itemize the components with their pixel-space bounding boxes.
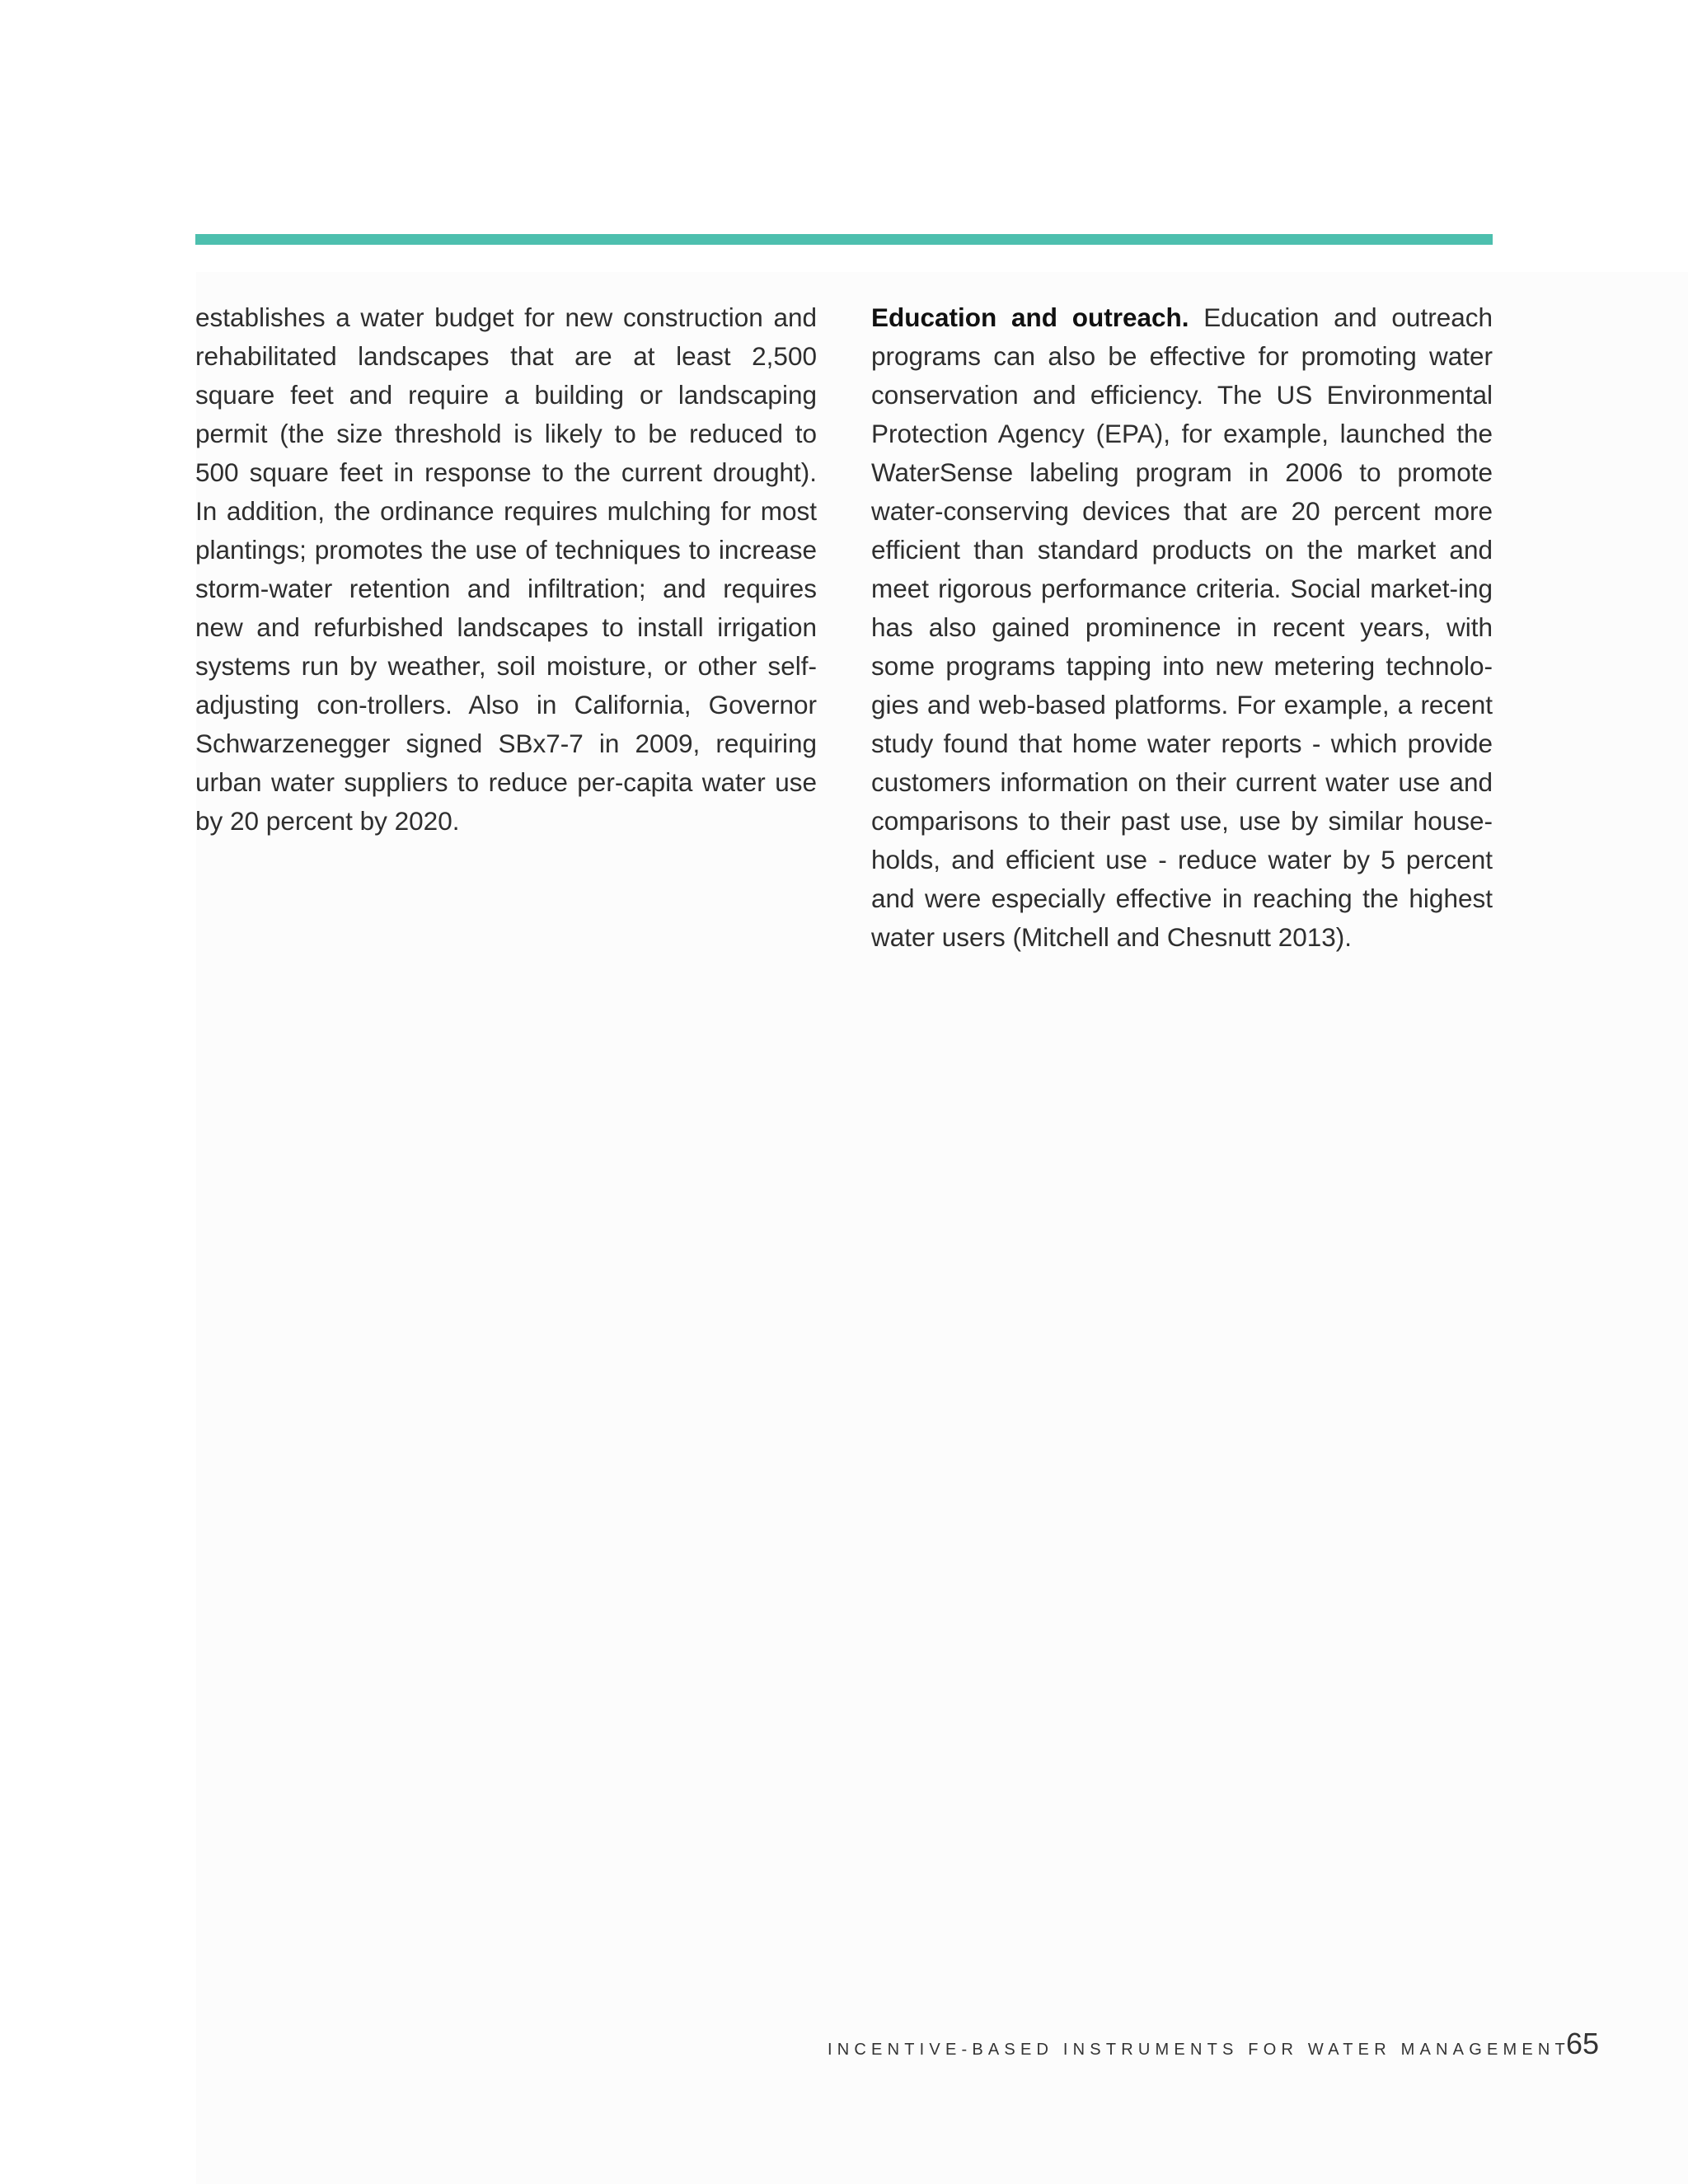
right-column-paragraph [871,298,1493,957]
section-run-in-heading: Education and outreach. [871,302,1189,332]
left-column [195,298,817,841]
page-number: 65 [1566,2027,1600,2060]
right-column [871,298,1493,957]
running-footer-title: INCENTIVE-BASED INSTRUMENTS FOR WATER MANAGEMENT [828,2041,1570,2059]
left-column-paragraph: establishes a water budget for new construction and rehabilitated landscapes that are at least 2,500 square feet and require a building or landscaping permit (the size threshold is likely to be reduced to 500 square feet in response to the current drought). In addition, the ordinance requires mulching for most plantings; promotes the use of techniques to increase storm-water retention and infiltration; and requires new and refurbished landscapes to install irrigation systems run by weather, soil moisture, or other self-adjusting con-trollers. Also in California, Governor Schwarzenegger signed SBx7-7 in 2009, requiring urban water suppliers to reduce per-capita water use by 20 percent by 2020. [195,302,817,836]
top-accent-rule [195,234,1493,245]
right-column-body-text: Education and outreach programs can also be effective for promoting water conservation and efficiency. The US Environmental Protection Agency (EPA), for example, launched the WaterSense labeling program in 2006 to promote water-conserving devices that are 20 percent more efficient than standard products on the market and meet rigorous performance criteria. Social market-ing has also gained prominence in recent years, with some programs tapping into new metering technolo-gies and web-based platforms. For example, a recent study found that home water reports - which provide customers information on their current water use and comparisons to their past use, use by similar house-holds, and efficient use - reduce water by 5 percent and were especially effective in reaching the highest water users (Mitchell and Chesnutt 2013). [871,302,1493,952]
